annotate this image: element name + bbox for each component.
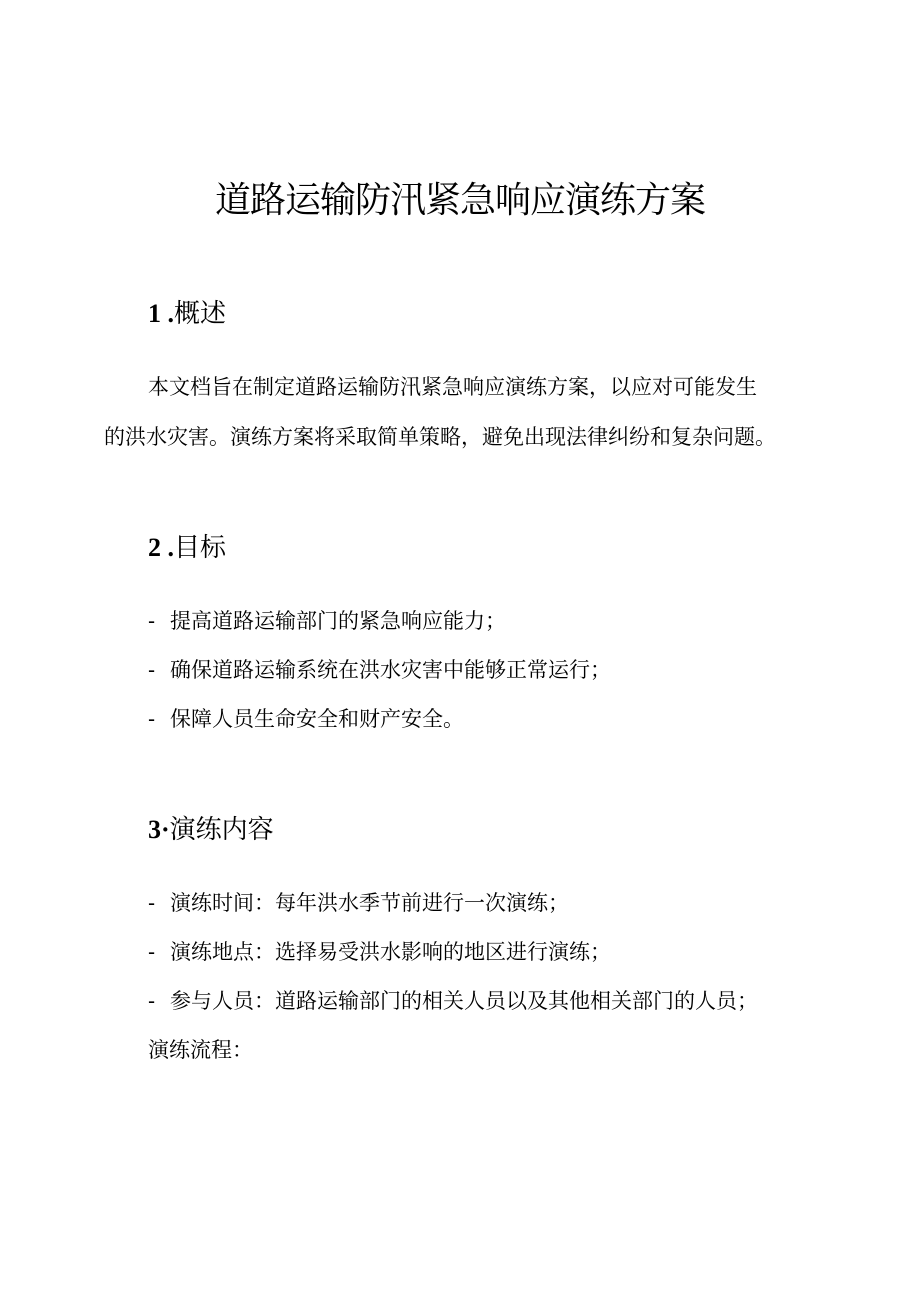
section-3-bullet-1	[148, 888, 569, 918]
section-3-number: 3	[148, 815, 161, 844]
section-1-paragraph-line-2: 的洪水灾害。演练方案将采取简单策略，避免出现法律纠纷和复杂问题。	[104, 425, 776, 449]
section-2-bullet-1	[148, 606, 506, 636]
section-3-bullet-2	[148, 937, 611, 967]
section-3-bullet-3	[148, 986, 758, 1016]
document-title: 道路运输防汛紧急响应演练方案	[214, 180, 705, 221]
section-3-bullet-1-text: 演练时间：每年洪水季节前进行一次演练；	[170, 891, 569, 915]
section-1-separator: .	[161, 299, 174, 328]
section-2-title: 目标	[174, 533, 227, 563]
section-2-bullet-3-text: 保障人员生命安全和财产安全。	[170, 707, 464, 731]
bullet-marker: -	[148, 891, 156, 915]
section-3-heading	[148, 812, 274, 848]
section-2-bullet-3	[148, 704, 464, 734]
section-1-number: 1	[148, 299, 161, 328]
bullet-marker: -	[148, 940, 156, 964]
section-3-title: 演练内容	[169, 815, 274, 845]
section-3-bullet-3-text: 参与人员：道路运输部门的相关人员以及其他相关部门的人员；	[170, 989, 758, 1013]
section-3-trailing-line: 演练流程：	[148, 1038, 253, 1062]
bullet-marker: -	[148, 707, 156, 731]
bullet-marker: -	[148, 989, 156, 1013]
section-2-bullet-1-text: 提高道路运输部门的紧急响应能力；	[170, 609, 506, 633]
section-2-bullet-2	[148, 655, 611, 685]
section-1-heading	[148, 296, 226, 332]
section-2-bullet-2-text: 确保道路运输系统在洪水灾害中能够正常运行；	[170, 658, 611, 682]
section-1-title: 概述	[174, 299, 227, 329]
section-2-heading	[148, 530, 226, 566]
section-2-separator: .	[161, 533, 174, 562]
bullet-marker: -	[148, 658, 156, 682]
section-1-paragraph-line-1: 本文档旨在制定道路运输防汛紧急响应演练方案，以应对可能发生	[148, 375, 757, 399]
bullet-marker: -	[148, 609, 156, 633]
section-3-bullet-2-text: 演练地点：选择易受洪水影响的地区进行演练；	[170, 940, 611, 964]
section-3-separator: ·	[161, 815, 170, 844]
section-2-number: 2	[148, 533, 161, 562]
